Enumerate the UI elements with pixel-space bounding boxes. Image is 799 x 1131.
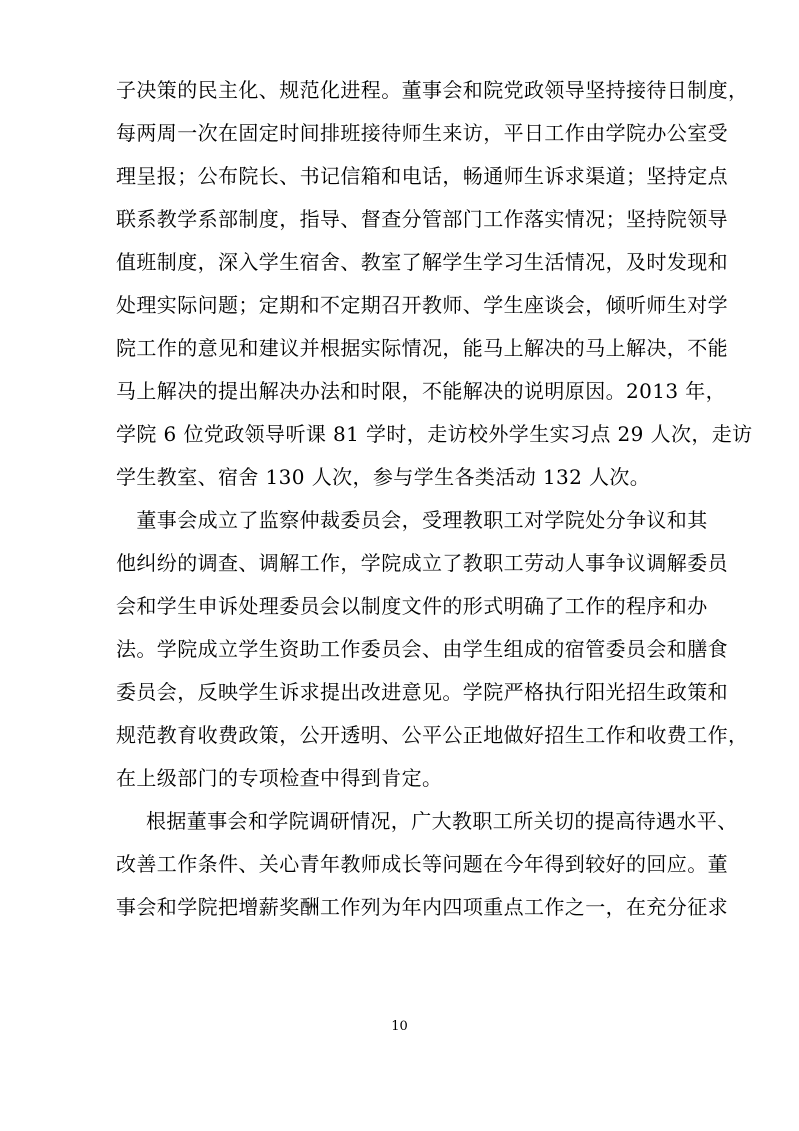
text-line: 子决策的民主化、规范化进程。董事会和院党政领导坚持接待日制度， — [116, 78, 749, 102]
text-line: 规范教育收费政策，公开透明、公平公正地做好招生工作和收费工作， — [116, 723, 749, 747]
text-line: 在上级部门的专项检查中得到肯定。 — [116, 766, 443, 790]
paragraph-first-line: 根据董事会和学院调研情况，广大教职工所关切的提高待遇水平、 — [146, 809, 738, 833]
text-line: 理呈报；公布院长、书记信箱和电话，畅通师生诉求渠道；坚持定点 — [116, 164, 728, 188]
text-line: 每两周一次在固定时间排班接待师生来访，平日工作由学院办公室受 — [116, 121, 728, 145]
text-line: 他纠纷的调查、调解工作，学院成立了教职工劳动人事争议调解委员 — [116, 551, 728, 575]
text-line: 学院 6 位党政领导听课 81 学时，走访校外学生实习点 29 人次，走访 — [116, 422, 753, 446]
text-line: 值班制度，深入学生宿舍、教室了解学生学习生活情况，及时发现和 — [116, 250, 728, 274]
text-line: 法。学院成立学生资助工作委员会、由学生组成的宿管委员会和膳食 — [116, 637, 728, 661]
text-line: 联系教学系部制度，指导、督查分管部门工作落实情况；坚持院领导 — [116, 207, 728, 231]
text-line: 学生教室、宿舍 130 人次，参与学生各类活动 132 人次。 — [116, 465, 651, 489]
page-number: 10 — [391, 1019, 408, 1034]
text-line: 处理实际问题；定期和不定期召开教师、学生座谈会，倾听师生对学 — [116, 293, 728, 317]
text-line: 院工作的意见和建议并根据实际情况，能马上解决的马上解决，不能 — [116, 336, 728, 360]
text-line: 事会和学院把增薪奖酬工作列为年内四项重点工作之一，在充分征求 — [116, 895, 728, 919]
text-line: 改善工作条件、关心青年教师成长等问题在今年得到较好的回应。董 — [116, 852, 728, 876]
text-line: 会和学生申诉处理委员会以制度文件的形式明确了工作的程序和办 — [116, 594, 708, 618]
paragraph-first-line: 董事会成立了监察仲裁委员会，受理教职工对学院处分争议和其 — [116, 508, 708, 532]
text-line: 委员会，反映学生诉求提出改进意见。学院严格执行阳光招生政策和 — [116, 680, 728, 704]
text-line: 马上解决的提出解决办法和时限，不能解决的说明原因。2013 年， — [116, 379, 727, 403]
